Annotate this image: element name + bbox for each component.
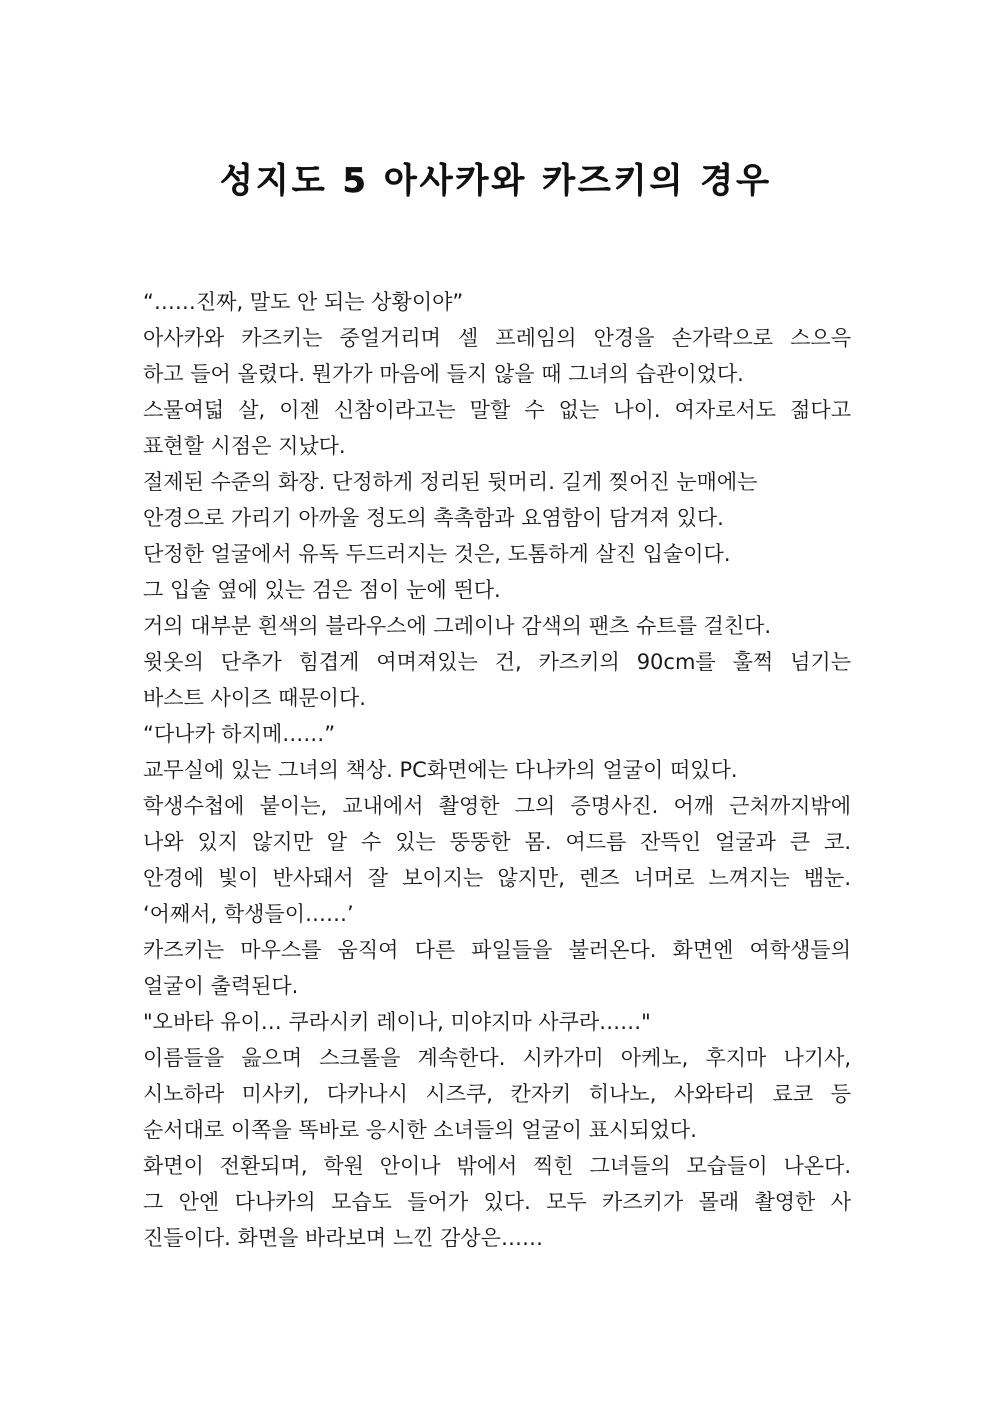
text-line: 그 입술 옆에 있는 검은 점이 눈에 띈다.	[143, 578, 501, 602]
text-line: “……진짜, 말도 안 되는 상황이야”	[143, 290, 464, 314]
text-line: 시노하라 미사키, 다카나시 시즈쿠, 칸자키 히나노, 사와타리 료코 등	[143, 1082, 851, 1106]
text-line: 아사카와 카즈키는 중얼거리며 셀 프레임의 안경을 손가락으로 스으윽	[143, 326, 851, 350]
text-line: 순서대로 이쪽을 똑바로 응시한 소녀들의 얼굴이 표시되었다.	[143, 1118, 697, 1142]
text-line: 그 안엔 다나카의 모습도 들어가 있다. 모두 카즈키가 몰래 촬영한 사	[143, 1190, 851, 1214]
text-line: 학생수첩에 붙이는, 교내에서 촬영한 그의 증명사진. 어깨 근처까지밖에	[143, 794, 851, 818]
text-line: "오바타 유이… 쿠라시키 레이나, 미야지마 사쿠라……"	[143, 1010, 651, 1034]
text-line: 안경에 빛이 반사돼서 잘 보이지는 않지만, 렌즈 너머로 느껴지는 뱀눈.	[143, 866, 851, 890]
text-line: 하고 들어 올렸다. 뭔가가 마음에 들지 않을 때 그녀의 습관이었다.	[143, 362, 744, 386]
text-line: 화면이 전환되며, 학원 안이나 밖에서 찍힌 그녀들의 모습들이 나온다.	[143, 1154, 851, 1178]
text-line: 얼굴이 출력된다.	[143, 974, 299, 998]
text-line: 카즈키는 마우스를 움직여 다른 파일들을 불러온다. 화면엔 여학생들의	[143, 938, 851, 962]
text-line: 거의 대부분 흰색의 블라우스에 그레이나 감색의 팬츠 슈트를 걸친다.	[143, 614, 772, 638]
text-line: 바스트 사이즈 때문이다.	[143, 686, 366, 710]
body-text	[143, 284, 851, 1256]
text-line: 스물여덟 살, 이젠 신참이라고는 말할 수 없는 나이. 여자로서도 젊다고	[143, 398, 851, 422]
text-line: ‘어째서, 학생들이……’	[143, 902, 354, 926]
text-line: 안경으로 가리기 아까울 정도의 촉촉함과 요염함이 담겨져 있다.	[143, 506, 724, 530]
text-line: 단정한 얼굴에서 유독 두드러지는 것은, 도톰하게 살진 입술이다.	[143, 542, 731, 566]
text-line: 이름들을 읊으며 스크롤을 계속한다. 시카가미 아케노, 후지마 나기사,	[143, 1046, 851, 1070]
document-title: 성지도 5 아사카와 카즈키의 경우	[220, 161, 772, 201]
text-line: “다나카 하지메……”	[143, 722, 336, 746]
text-line: 윗옷의 단추가 힘겹게 여며져있는 건, 카즈키의 90cm를 훌쩍 넘기는	[143, 650, 851, 674]
text-line: 나와 있지 않지만 알 수 있는 뚱뚱한 몸. 여드름 잔뜩인 얼굴과 큰 코.	[143, 830, 851, 854]
text-line: 진들이다. 화면을 바라보며 느낀 감상은……	[143, 1226, 543, 1250]
text-line: 표현할 시점은 지났다.	[143, 434, 346, 458]
text-line: 교무실에 있는 그녀의 책상. PC화면에는 다나카의 얼굴이 떠있다.	[143, 758, 738, 782]
text-line: 절제된 수준의 화장. 단정하게 정리된 뒷머리. 길게 찢어진 눈매에는	[143, 470, 758, 494]
